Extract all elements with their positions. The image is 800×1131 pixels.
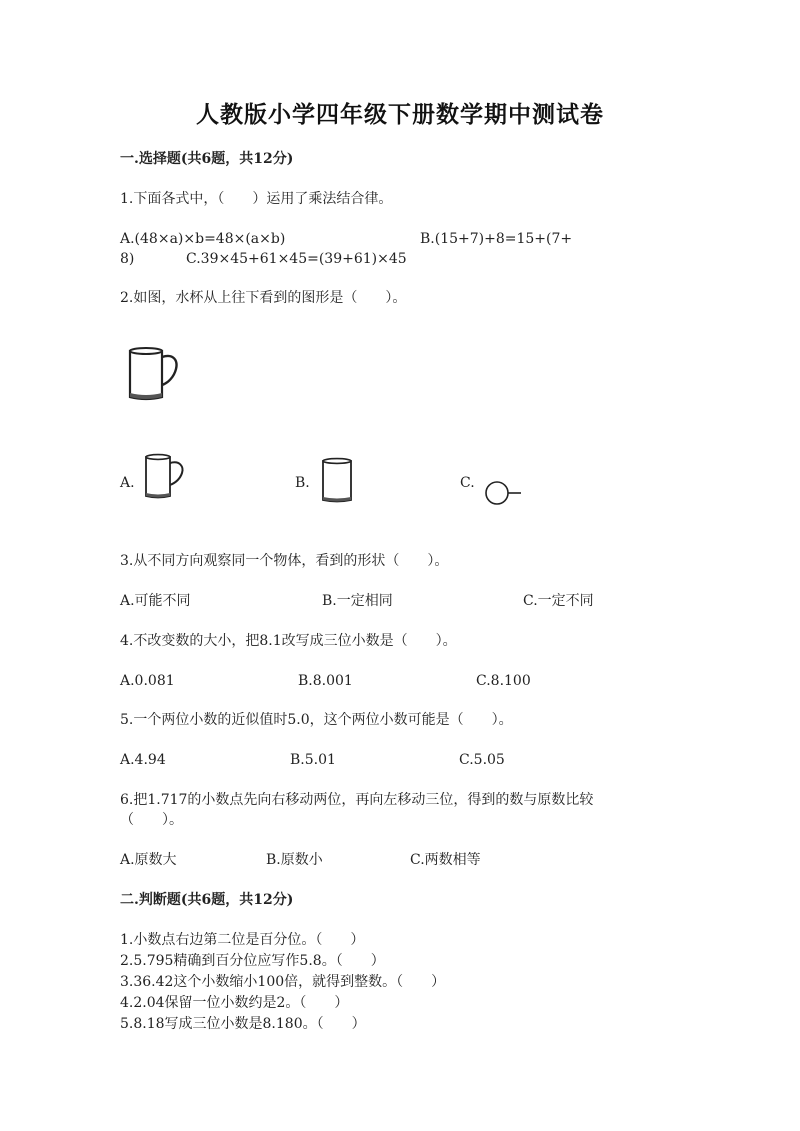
question-6-option-a: A.原数大 — [120, 852, 177, 868]
question-3-stem: 3.从不同方向观察同一个物体，看到的形状（ ）。 — [120, 553, 449, 569]
judge-item: 3.36.42这个小数缩小100倍，就得到整数。（ ） — [120, 974, 446, 990]
question-5-option-a: A.4.94 — [120, 752, 166, 768]
mug-front-view-icon — [318, 456, 356, 506]
question-2-option-a-label: A. — [120, 475, 135, 491]
section-heading-true-false: 二.判断题(共6题，共12分) — [120, 892, 294, 908]
question-3-option-c: C.一定不同 — [523, 593, 594, 609]
question-3-option-a: A.可能不同 — [120, 593, 191, 609]
question-2-stem: 2.如图，水杯从上往下看到的图形是（ ）。 — [120, 290, 407, 306]
question-1-option-a: A.(48×a)×b=48×(a×b) — [120, 231, 286, 247]
judge-item: 2.5.795精确到百分位应写作5.8。（ ） — [120, 953, 385, 969]
question-5-stem: 5.一个两位小数的近似值时5.0，这个两位小数可能是（ ）。 — [120, 712, 513, 728]
question-5-option-c: C.5.05 — [459, 752, 505, 768]
question-1-stem: 1.下面各式中，（ ）运用了乘法结合律。 — [120, 191, 393, 207]
question-6-option-b: B.原数小 — [266, 852, 323, 868]
judge-item: 4.2.04保留一位小数约是2。（ ） — [120, 995, 349, 1011]
question-6-stem-continued: （ ）。 — [120, 812, 183, 828]
judge-item: 5.8.18写成三位小数是8.180。（ ） — [120, 1016, 366, 1032]
question-6-stem: 6.把1.717的小数点先向右移动两位，再向左移动三位，得到的数与原数比较 — [120, 792, 594, 808]
question-4-option-c: C.8.100 — [476, 673, 531, 689]
mug-figure — [124, 343, 184, 405]
question-2-option-c-label: C. — [460, 475, 475, 491]
section-heading-choice: 一.选择题(共6题，共12分) — [120, 151, 294, 167]
question-3-option-b: B.一定相同 — [322, 593, 393, 609]
question-2-option-b-label: B. — [295, 475, 310, 491]
question-1-option-b: B.(15+7)+8=15+(7+ — [420, 231, 573, 247]
mug-top-view-icon — [483, 480, 525, 508]
question-4-option-b: B.8.001 — [298, 673, 353, 689]
question-5-option-b: B.5.01 — [290, 752, 336, 768]
question-1-option-c: C.39×45+61×45=(39+61)×45 — [186, 251, 407, 267]
mug-side-view-icon — [140, 451, 188, 503]
page-title: 人教版小学四年级下册数学期中测试卷 — [196, 101, 604, 128]
question-6-option-c: C.两数相等 — [410, 852, 481, 868]
question-1-option-b-continued: 8) — [120, 251, 135, 267]
question-4-stem: 4.不改变数的大小，把8.1改写成三位小数是（ ）。 — [120, 633, 457, 649]
judge-item: 1.小数点右边第二位是百分位。（ ） — [120, 932, 365, 948]
question-4-option-a: A.0.081 — [120, 673, 175, 689]
